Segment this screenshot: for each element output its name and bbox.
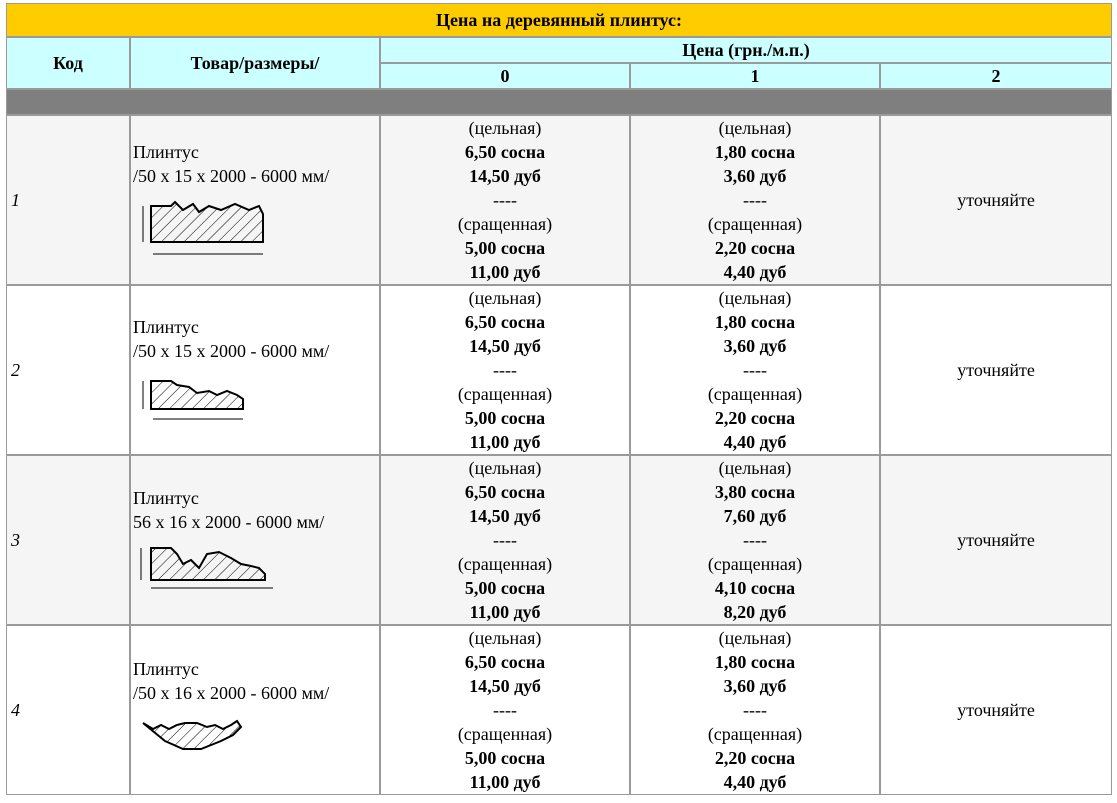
product-name: Плинтус xyxy=(133,317,199,337)
baseboard-profile-1-icon xyxy=(137,198,267,260)
baseboard-profile-4-icon xyxy=(137,715,247,763)
price-value: 2,20 сосна xyxy=(714,408,796,428)
price-value: 6,50 сосна xyxy=(464,652,546,672)
header-price: Цена (грн./м.п.) xyxy=(380,37,1112,63)
price-label: (сращенная) xyxy=(457,724,553,744)
price-grade-2: уточняйте xyxy=(880,285,1112,455)
price-label: (сращенная) xyxy=(707,384,803,404)
price-value: 1,80 сосна xyxy=(714,652,796,672)
price-value: 2,20 сосна xyxy=(714,238,796,258)
table-row xyxy=(6,625,1112,795)
header-code: Код xyxy=(6,37,130,89)
price-label: (сращенная) xyxy=(457,214,553,234)
price-label: (сращенная) xyxy=(707,554,803,574)
price-label: (сращенная) xyxy=(457,554,553,574)
price-value: 2,20 сосна xyxy=(714,748,796,768)
price-value: 11,00 дуб xyxy=(469,772,541,792)
row-product xyxy=(130,625,380,795)
table-title: Цена на деревянный плинтус: xyxy=(6,3,1112,37)
header-grade-2: 2 xyxy=(880,63,1112,89)
profile-outline xyxy=(151,202,263,242)
row-product xyxy=(130,115,380,285)
price-value: 4,40 дуб xyxy=(723,432,787,452)
row-code: 2 xyxy=(6,285,130,455)
price-label: (цельная) xyxy=(718,118,792,138)
price-grade-1 xyxy=(630,455,880,625)
price-label: ---- xyxy=(493,190,517,210)
product-name: Плинтус xyxy=(133,142,199,162)
row-code: 4 xyxy=(6,625,130,795)
price-value: 3,80 сосна xyxy=(714,482,796,502)
row-code: 3 xyxy=(6,455,130,625)
price-label: (цельная) xyxy=(718,288,792,308)
price-label: ---- xyxy=(493,530,517,550)
price-value: 5,00 сосна xyxy=(464,748,546,768)
price-value: 3,60 дуб xyxy=(723,336,787,356)
price-table xyxy=(6,3,1112,795)
price-value: 4,40 дуб xyxy=(723,772,787,792)
header-grade-0: 0 xyxy=(380,63,630,89)
product-dims: /50 х 15 х 2000 - 6000 мм/ xyxy=(133,341,330,361)
baseboard-profile-3-icon xyxy=(137,544,277,594)
price-label: (цельная) xyxy=(468,118,542,138)
price-value: 14,50 дуб xyxy=(469,506,541,526)
price-value: 3,60 дуб xyxy=(723,166,787,186)
price-label: (цельная) xyxy=(468,628,542,648)
price-grade-1 xyxy=(630,625,880,795)
table-body xyxy=(6,115,1112,795)
price-grade-0 xyxy=(380,285,630,455)
profile-outline xyxy=(151,381,243,409)
row-product xyxy=(130,285,380,455)
price-value: 14,50 дуб xyxy=(469,676,541,696)
price-grade-1 xyxy=(630,115,880,285)
table-row xyxy=(6,285,1112,455)
price-value: 11,00 дуб xyxy=(469,262,541,282)
price-value: 14,50 дуб xyxy=(469,336,541,356)
price-grade-2: уточняйте xyxy=(880,455,1112,625)
price-label: ---- xyxy=(743,360,767,380)
product-dims: 56 х 16 х 2000 - 6000 мм/ xyxy=(133,512,325,532)
separator-row xyxy=(6,89,1112,115)
price-grade-1 xyxy=(630,285,880,455)
price-value: 6,50 сосна xyxy=(464,142,546,162)
price-value: 5,00 сосна xyxy=(464,408,546,428)
price-value: 5,00 сосна xyxy=(464,578,546,598)
price-label: ---- xyxy=(493,700,517,720)
profile-outline xyxy=(151,548,265,580)
price-label: (сращенная) xyxy=(457,384,553,404)
price-value: 11,00 дуб xyxy=(469,432,541,452)
price-label: (цельная) xyxy=(468,458,542,478)
price-label: (цельная) xyxy=(468,288,542,308)
price-value: 4,10 сосна xyxy=(714,578,796,598)
price-label: ---- xyxy=(743,530,767,550)
price-value: 1,80 сосна xyxy=(714,142,796,162)
price-value: 11,00 дуб xyxy=(469,602,541,622)
price-value: 7,60 дуб xyxy=(723,506,787,526)
header-grade-1: 1 xyxy=(630,63,880,89)
table-row xyxy=(6,115,1112,285)
product-dims: /50 х 16 х 2000 - 6000 мм/ xyxy=(133,683,330,703)
price-value: 3,60 дуб xyxy=(723,676,787,696)
price-label: ---- xyxy=(743,190,767,210)
row-code: 1 xyxy=(6,115,130,285)
price-label: ---- xyxy=(493,360,517,380)
row-product xyxy=(130,455,380,625)
price-value: 5,00 сосна xyxy=(464,238,546,258)
baseboard-profile-2-icon xyxy=(137,373,252,425)
price-value: 8,20 дуб xyxy=(723,602,787,622)
price-grade-0 xyxy=(380,115,630,285)
price-label: ---- xyxy=(743,700,767,720)
profile-outline xyxy=(143,721,241,749)
price-grade-0 xyxy=(380,455,630,625)
price-label: (цельная) xyxy=(718,628,792,648)
price-value: 6,50 сосна xyxy=(464,482,546,502)
price-label: (сращенная) xyxy=(707,724,803,744)
price-grade-2: уточняйте xyxy=(880,115,1112,285)
table-row xyxy=(6,455,1112,625)
price-grade-2: уточняйте xyxy=(880,625,1112,795)
price-value: 14,50 дуб xyxy=(469,166,541,186)
product-dims: /50 х 15 х 2000 - 6000 мм/ xyxy=(133,166,330,186)
price-label: (сращенная) xyxy=(707,214,803,234)
price-grade-0 xyxy=(380,625,630,795)
product-name: Плинтус xyxy=(133,659,199,679)
price-value: 6,50 сосна xyxy=(464,312,546,332)
product-name: Плинтус xyxy=(133,488,199,508)
price-value: 1,80 сосна xyxy=(714,312,796,332)
header-product: Товар/размеры/ xyxy=(130,37,380,89)
price-label: (цельная) xyxy=(718,458,792,478)
price-value: 4,40 дуб xyxy=(723,262,787,282)
